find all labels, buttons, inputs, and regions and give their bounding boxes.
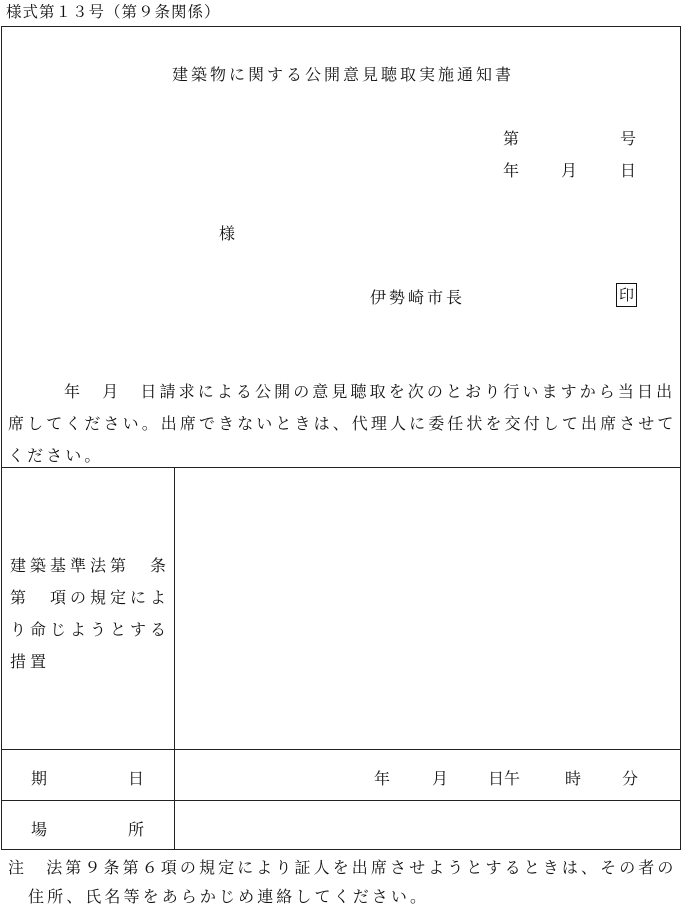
doc-number-suffix: 号 (620, 129, 637, 148)
hearing-date-year: 年 (374, 769, 391, 788)
form-label: 様式第１３号（第９条関係） (6, 3, 221, 21)
hearing-date-day-am: 日午 (488, 769, 521, 788)
hearing-time-hour: 時 (565, 769, 582, 788)
footnote: 注 法第９条第６項の規定により証人を出席させようとするときは、その者の住所、氏名等をあらかじめ連絡してください。 (8, 858, 677, 906)
table-row-divider-2 (1, 800, 681, 801)
table-row-divider-1 (1, 749, 681, 750)
hearing-date-month: 月 (432, 769, 449, 788)
issue-date-year: 年 (503, 161, 520, 180)
document-title: 建築物に関する公開意見聴取実施通知書 (172, 65, 515, 84)
measure-label: 建築基準法第 条第 項の規定により命じようとする措置 (10, 556, 171, 671)
doc-number-prefix: 第 (503, 129, 520, 148)
place-label-2: 所 (128, 820, 145, 839)
date-label-2: 日 (128, 769, 145, 788)
table-column-divider (174, 467, 175, 850)
hearing-time-minute: 分 (622, 769, 639, 788)
date-label-1: 期 (31, 769, 48, 788)
issue-date-day: 日 (620, 161, 637, 180)
seal-mark: 印 (616, 283, 637, 307)
issuer-name: 伊勢崎市長 (370, 288, 466, 307)
addressee-suffix: 様 (219, 224, 236, 243)
issue-date-month: 月 (561, 161, 578, 180)
place-label-1: 場 (31, 820, 48, 839)
body-text: 年 月 日請求による公開の意見聴取を次のとおり行いますから当日出席してください。出席できないときは、代理人に委任状を交付して出席させてください。 (8, 382, 677, 465)
